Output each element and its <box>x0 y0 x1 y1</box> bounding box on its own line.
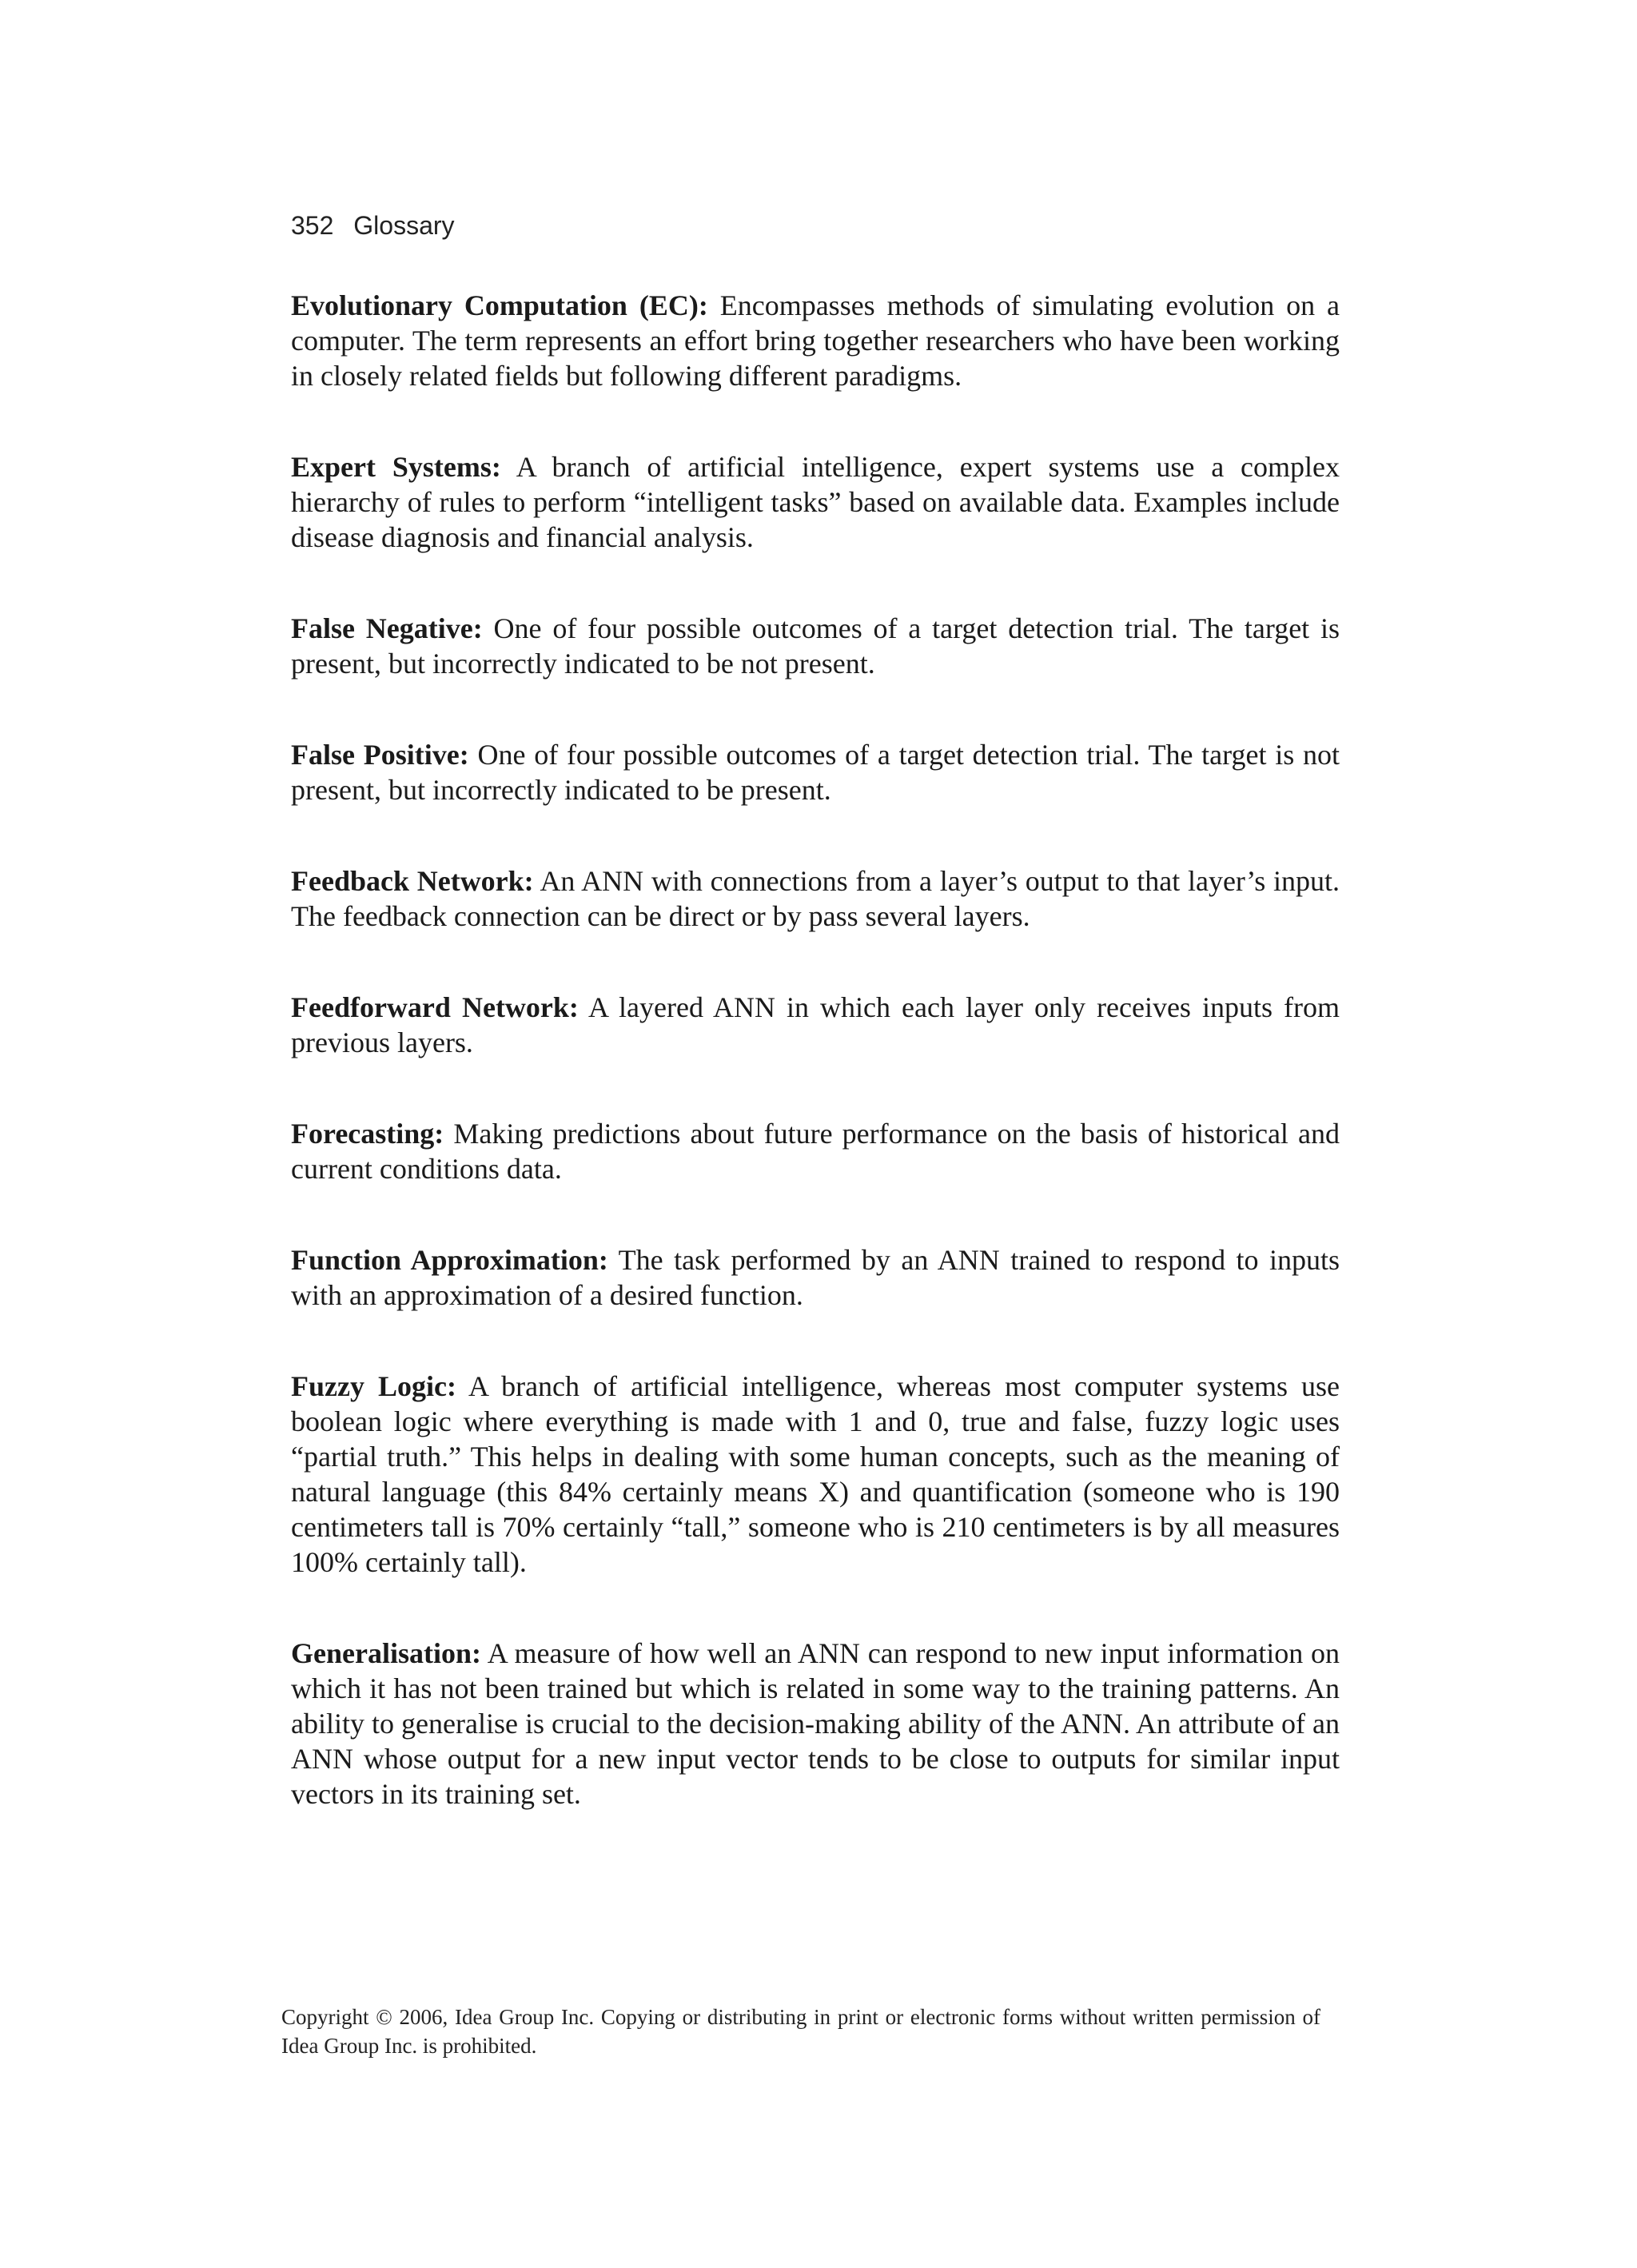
glossary-entry-false-positive <box>291 737 1340 807</box>
glossary-definition: An ANN with connections from a layer’s output to that layer’s input. The feedback connection can be direct or by pass several layers. <box>291 865 1340 932</box>
glossary-entry-generalisation <box>291 1636 1340 1812</box>
glossary-definition: A branch of artificial intelligence, whereas most computer systems use boolean logic where everything is made with 1 and 0, true and false, fuzzy logic uses “partial truth.” This helps in dealing with some human concepts, such as the meaning of natural language (this 84% certainly means X) and quantification (someone who is 190 centimeters tall is 70% certainly “tall,” someone who is 210 centimeters is by all measures 100% certainly tall). <box>291 1370 1340 1578</box>
glossary-entries <box>291 288 1340 1867</box>
glossary-definition: A branch of artificial intelligence, expert systems use a complex hierarchy of rules to perform “intelligent tasks” based on available data. Examples include disease diagnosis and financial analysis. <box>291 451 1340 553</box>
glossary-definition: One of four possible outcomes of a target detection trial. The target is present, but incorrectly indicated to be not present. <box>291 612 1340 680</box>
glossary-term: Feedback Network: <box>291 865 534 897</box>
glossary-entry-false-negative <box>291 611 1340 681</box>
glossary-entry-expert-systems <box>291 449 1340 555</box>
section-title: Glossary <box>353 211 455 240</box>
glossary-term: Fuzzy Logic: <box>291 1370 456 1402</box>
glossary-definition: Encompasses methods of simulating evolution on a computer. The term represents an effort bring together researchers who have been working in closely related fields but following different paradigms. <box>291 289 1340 392</box>
glossary-entry-forecasting <box>291 1116 1340 1186</box>
glossary-term: Function Approximation: <box>291 1244 608 1276</box>
glossary-entry-evolutionary-computation <box>291 288 1340 393</box>
glossary-term: Evolutionary Computation (EC): <box>291 289 708 321</box>
glossary-entry-fuzzy-logic <box>291 1369 1340 1580</box>
glossary-term: Feedforward Network: <box>291 991 579 1023</box>
glossary-definition: A layered ANN in which each layer only receives inputs from previous layers. <box>291 991 1340 1058</box>
glossary-term: Expert Systems: <box>291 451 501 483</box>
glossary-entry-function-approximation <box>291 1242 1340 1313</box>
glossary-entry-feedforward-network <box>291 990 1340 1060</box>
glossary-definition: Making predictions about future performance on the basis of historical and current conditions data. <box>291 1118 1340 1185</box>
page-header <box>291 209 455 241</box>
page-number: 352 <box>291 211 334 240</box>
glossary-definition: One of four possible outcomes of a target detection trial. The target is not present, but incorrectly indicated to be present. <box>291 739 1340 806</box>
glossary-definition: A measure of how well an ANN can respond to new input information on which it has not been trained but which is related in some way to the training patterns. An ability to generalise is crucial to the decision-making ability of the ANN. An attribute of an ANN whose output for a new input vector tends to be close to outputs for similar input vectors in its training set. <box>291 1637 1340 1810</box>
glossary-term: Forecasting: <box>291 1118 444 1150</box>
glossary-term: Generalisation: <box>291 1637 481 1669</box>
glossary-term: False Positive: <box>291 739 469 771</box>
glossary-definition: The task performed by an ANN trained to respond to inputs with an approximation of a desired function. <box>291 1244 1340 1311</box>
glossary-entry-feedback-network <box>291 863 1340 934</box>
glossary-term: False Negative: <box>291 612 483 644</box>
copyright-notice: Copyright © 2006, Idea Group Inc. Copying or distributing in print or electronic forms without written permission of Idea Group Inc. is prohibited. <box>281 2005 1320 2058</box>
